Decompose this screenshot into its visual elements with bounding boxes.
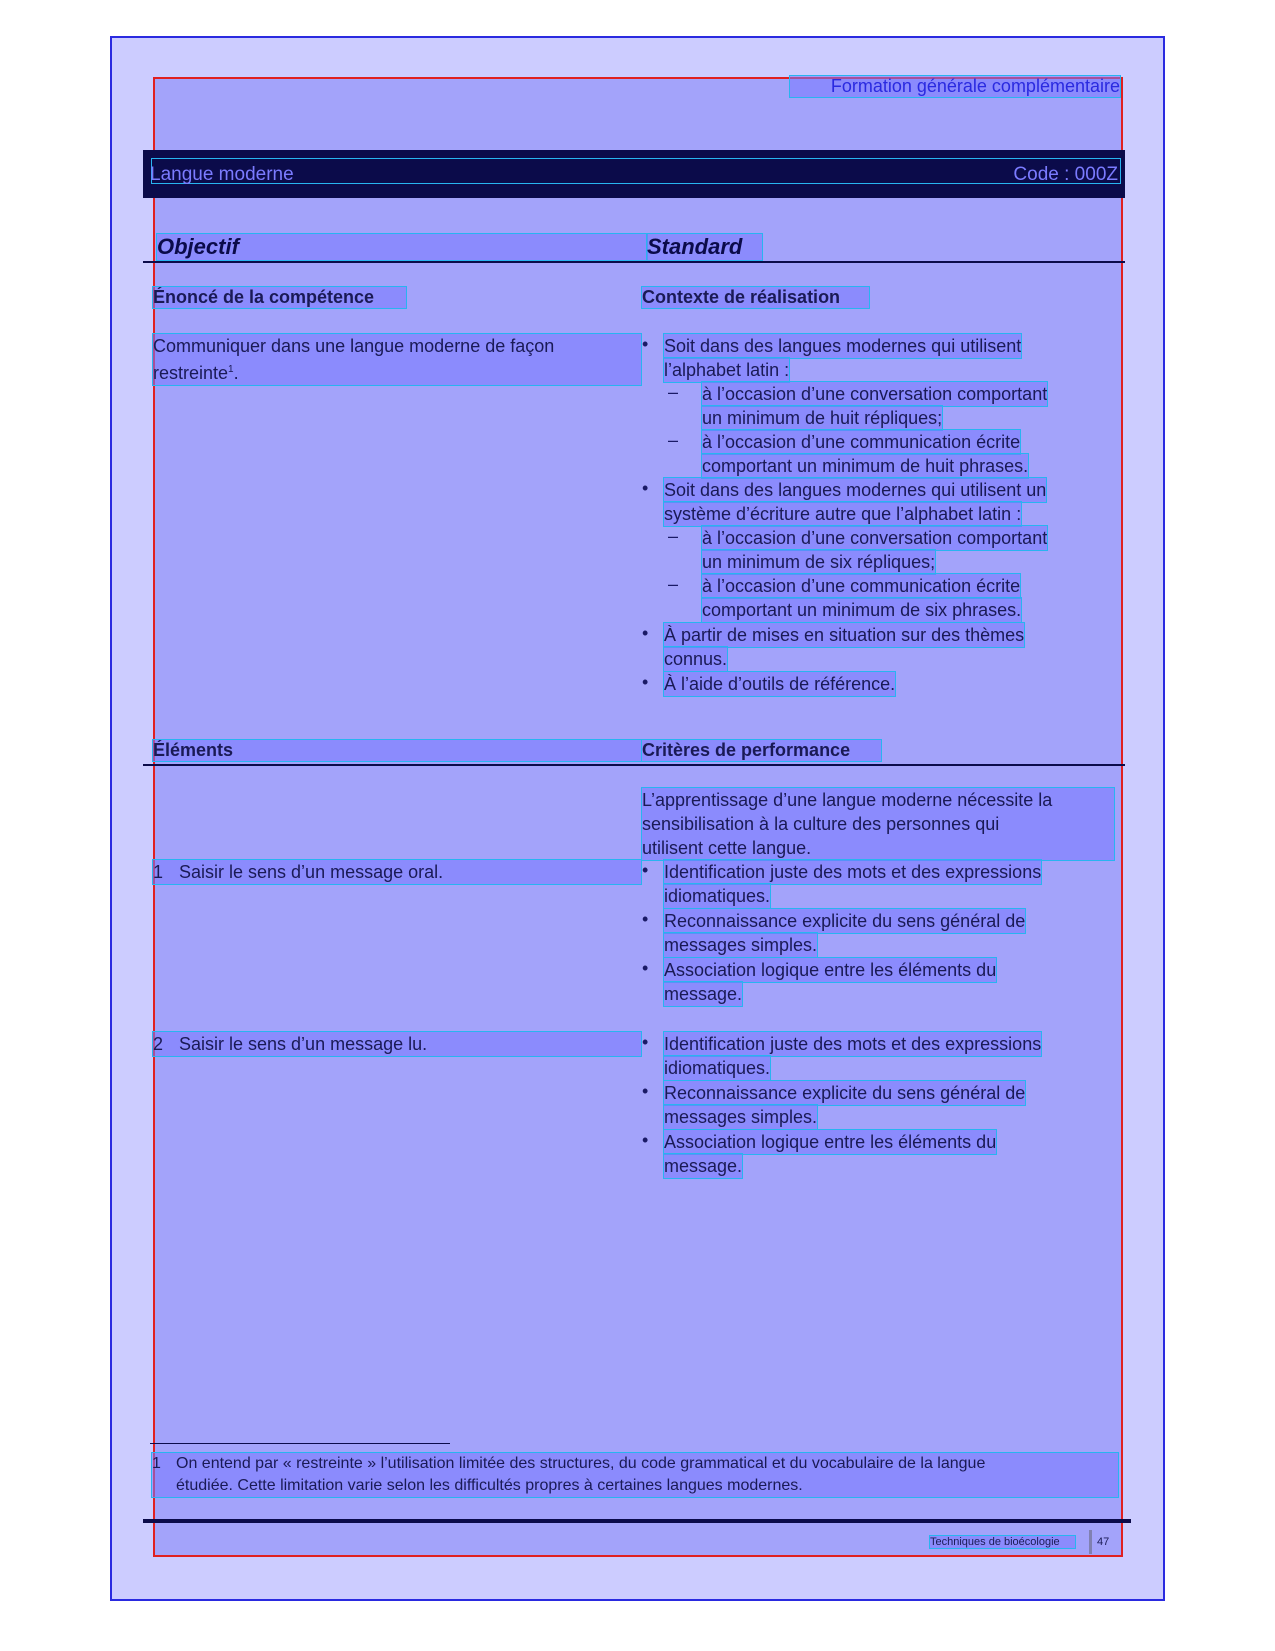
section-rule — [143, 764, 1125, 766]
criteria-bullet: • — [642, 958, 649, 978]
culture-intro — [642, 788, 1114, 860]
footer-divider — [1089, 1530, 1092, 1554]
context-subtext: à l’occasion d’une conversation comportant — [702, 528, 1048, 548]
context-text: À l’aide d’outils de référence. — [664, 674, 896, 694]
criteria-text: Identification juste des mots et des expressions — [664, 862, 1042, 882]
context-text: connus. — [664, 649, 728, 669]
intro-line: L’apprentissage d’une langue moderne nécessite la — [642, 790, 1053, 810]
criteria-text: idiomatiques. — [664, 886, 771, 906]
criteria-bullet: • — [642, 1081, 649, 1101]
criteria-text: messages simples. — [664, 1107, 818, 1127]
context-subtext: à l’occasion d’une communication écrite — [702, 432, 1021, 452]
intro-line: sensibilisation à la culture des personnes qui — [642, 814, 1000, 834]
context-bullet: • — [642, 334, 649, 354]
context-heading: Contexte de réalisation — [642, 287, 869, 308]
context-subtext: comportant un minimum de huit phrases. — [702, 456, 1029, 476]
objective-heading: Objectif — [157, 234, 647, 260]
criteria-text: Association logique entre les éléments du — [664, 1132, 997, 1152]
footer-rule — [143, 1519, 1131, 1523]
heading-rule — [143, 261, 1125, 263]
element-text: Saisir le sens d’un message lu. — [179, 1034, 428, 1054]
context-subtext: comportant un minimum de six phrases. — [702, 600, 1022, 620]
page-number: 47 — [1097, 1536, 1110, 1548]
criteria-bullet: • — [642, 1032, 649, 1052]
element-item — [153, 1032, 641, 1056]
footer-title: Techniques de bioécologie — [930, 1536, 1075, 1548]
element-text: Saisir le sens d’un message oral. — [179, 862, 444, 882]
intro-line: utilisent cette langue. — [642, 838, 812, 858]
criteria-text: messages simples. — [664, 935, 818, 955]
context-text: système d’écriture autre que l’alphabet latin : — [664, 504, 1022, 524]
footnote — [152, 1453, 1118, 1497]
context-subtext: un minimum de huit répliques; — [702, 408, 943, 428]
context-subtext: à l’occasion d’une communication écrite — [702, 576, 1021, 596]
criteria-text: Reconnaissance explicite du sens général de — [664, 1083, 1026, 1103]
context-dash: – — [668, 526, 679, 546]
element-item — [153, 860, 641, 884]
criteria-text: Reconnaissance explicite du sens général de — [664, 911, 1026, 931]
footnote-line: On entend par « restreinte » l’utilisation limitée des structures, du code grammatical et du vocabulaire de la langue — [176, 1455, 986, 1472]
criteria-text: Association logique entre les éléments du — [664, 960, 997, 980]
footnote-separator — [150, 1443, 450, 1444]
element-number: 2 — [153, 1034, 164, 1054]
context-text: Soit dans des langues modernes qui utilisent un — [664, 480, 1047, 500]
footnote-number: 1 — [152, 1455, 161, 1472]
criteria-text: Identification juste des mots et des expressions — [664, 1034, 1042, 1054]
context-bullet: • — [642, 672, 649, 692]
standard-heading: Standard — [647, 234, 762, 260]
footnote-ref: 1 — [228, 364, 234, 375]
program-label: Formation générale complémentaire — [790, 76, 1120, 97]
context-subtext: à l’occasion d’une conversation comportant — [702, 384, 1048, 404]
criteria-text: message. — [664, 984, 743, 1004]
criteria-heading: Critères de performance — [642, 740, 881, 761]
criteria-text: idiomatiques. — [664, 1058, 771, 1078]
elements-heading: Éléments — [153, 740, 641, 761]
context-dash: – — [668, 574, 679, 594]
statement-line: restreinte$^1$. — [153, 363, 239, 383]
context-subtext: un minimum de six répliques; — [702, 552, 936, 572]
context-dash: – — [668, 430, 679, 450]
criteria-bullet: • — [642, 860, 649, 880]
criteria-bullet: • — [642, 1130, 649, 1150]
context-text: Soit dans des langues modernes qui utilisent — [664, 336, 1022, 356]
footnote-line: étudiée. Cette limitation varie selon les difficultés propres à certaines langues modernes. — [176, 1477, 803, 1494]
statement-line: Communiquer dans une langue moderne de façon — [153, 336, 555, 356]
statement-line-end: restreinte — [153, 363, 229, 383]
context-dash: – — [668, 382, 679, 402]
context-bullet: • — [642, 478, 649, 498]
context-text: l’alphabet latin : — [664, 360, 790, 380]
course-code: Code : 000Z — [1013, 164, 1118, 185]
competence-heading: Énoncé de la compétence — [153, 287, 406, 308]
subject-banner-frame — [151, 158, 1121, 184]
context-text: À partir de mises en situation sur des thèmes — [664, 625, 1025, 645]
context-bullet: • — [642, 623, 649, 643]
competence-statement — [153, 334, 641, 385]
criteria-bullet: • — [642, 909, 649, 929]
element-number: 1 — [153, 862, 164, 882]
subject-title: Langue moderne — [150, 164, 294, 185]
criteria-text: message. — [664, 1156, 743, 1176]
